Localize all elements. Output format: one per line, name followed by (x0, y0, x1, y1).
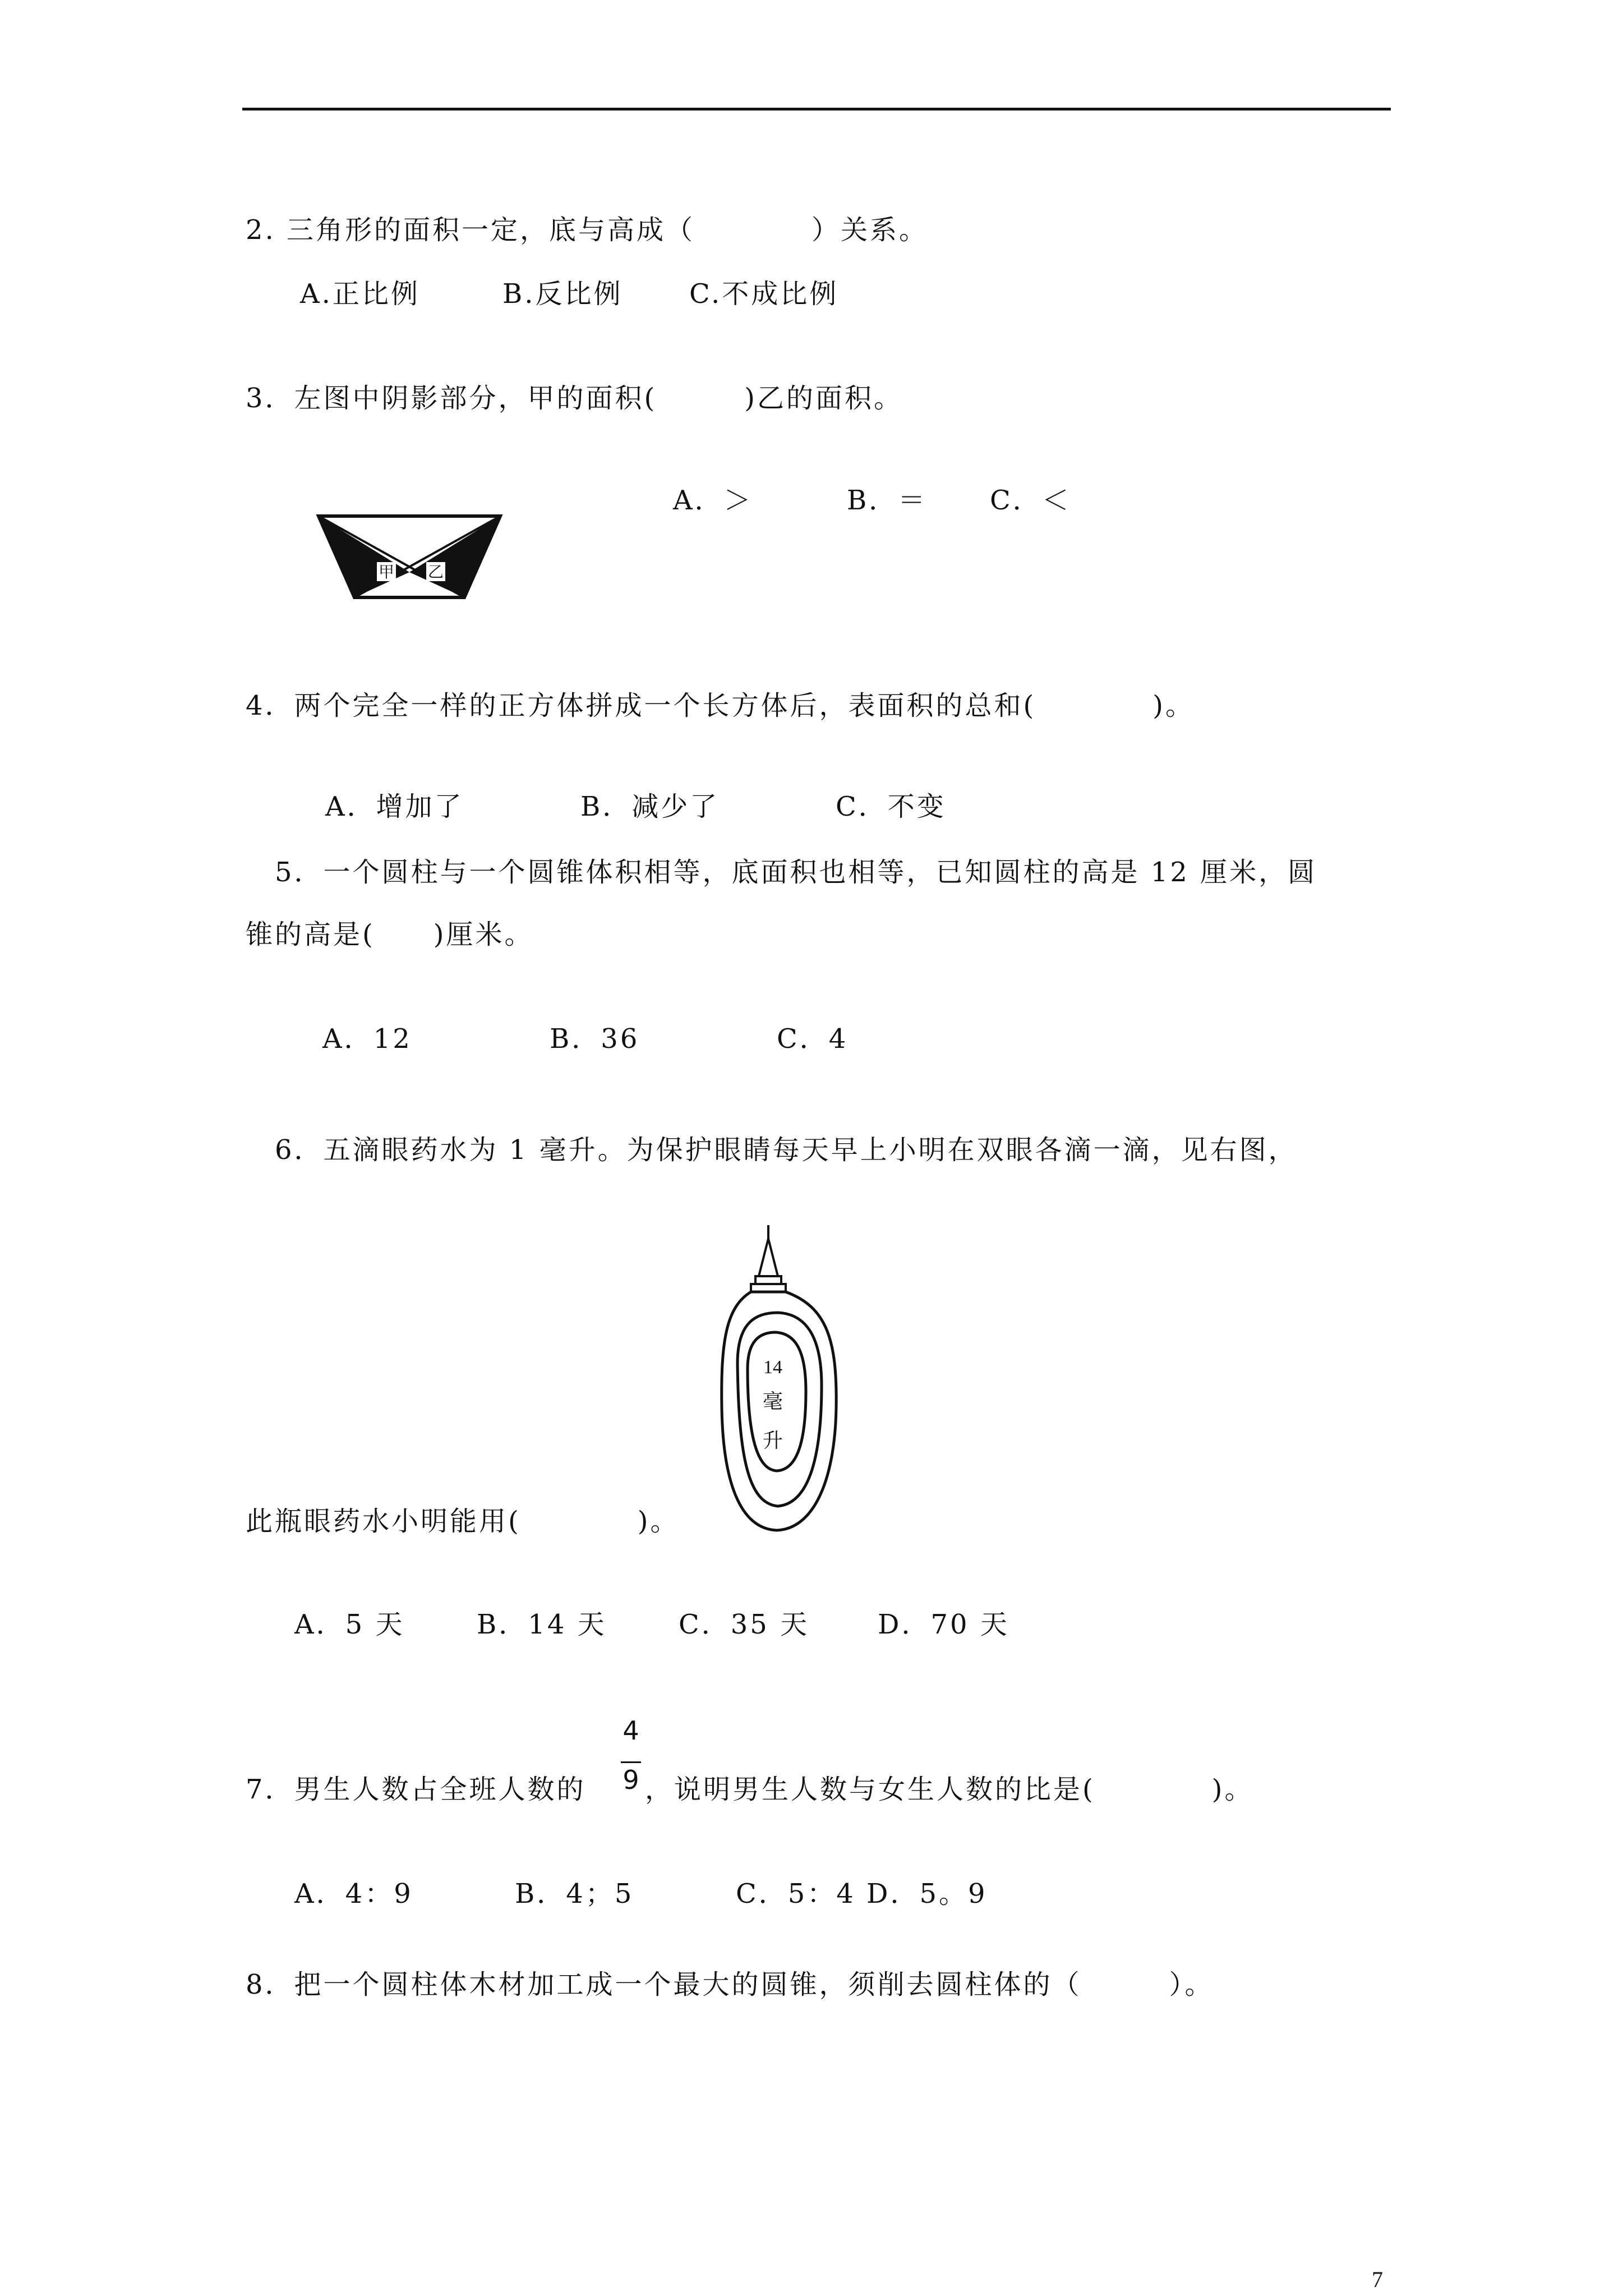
eye-drop-bottle-figure (715, 1223, 844, 1537)
q5-stem-line2: 锥的高是( )厘米。 (246, 919, 534, 950)
q7-fraction-numerator: 4 (623, 1715, 639, 1746)
label-yi: 乙 (427, 563, 444, 581)
q7-fraction-denominator: 9 (623, 1765, 639, 1795)
shaded-trapezoid-figure (314, 510, 505, 606)
header-rule (242, 108, 1391, 111)
q7-option-c: C．5：4 (736, 1878, 856, 1910)
q7-option-d: D．5。9 (866, 1878, 988, 1910)
bottle-label-number: 14 (763, 1357, 782, 1378)
q7-fraction-bar (621, 1761, 641, 1763)
q7-stem-before: 7．男生人数占全班人数的 (246, 1774, 586, 1805)
q6-stem-line1: 6．五滴眼药水为 1 毫升。为保护眼睛每天早上小明在双眼各滴一滴，见右图， (275, 1134, 1298, 1166)
q3-option-a: A．＞ (673, 485, 753, 516)
q6-option-d: D．70 天 (878, 1609, 1009, 1640)
q6-option-a: A．5 天 (294, 1609, 405, 1640)
q4-option-a: A．增加了 (325, 791, 464, 822)
q2-option-c: C.不成比例 (689, 278, 839, 310)
q2-option-a: A.正比例 (300, 278, 420, 310)
q2-stem: 2. 三角形的面积一定，底与高成（ ）关系。 (246, 214, 929, 246)
q3-stem: 3．左图中阴影部分，甲的面积( )乙的面积。 (246, 383, 903, 414)
q6-option-c: C．35 天 (679, 1609, 810, 1640)
q6-stem-line2: 此瓶眼药水小明能用( )。 (246, 1506, 680, 1537)
q3-option-c: C．＜ (990, 485, 1071, 516)
q5-option-a: A．12 (322, 1023, 412, 1055)
q4-stem: 4．两个完全一样的正方体拼成一个长方体后，表面积的总和( )。 (246, 690, 1195, 721)
q3-option-b: B．＝ (847, 485, 928, 516)
q2-option-b: B.反比例 (502, 278, 623, 310)
bottle-label-unit-1: 毫 (762, 1390, 783, 1413)
q6-option-b: B．14 天 (477, 1609, 607, 1640)
q4-option-b: B．减少了 (580, 791, 720, 822)
q4-option-c: C．不变 (836, 791, 946, 822)
q5-stem-line1: 5．一个圆柱与一个圆锥体积相等，底面积也相等，已知圆柱的高是 12 厘米，圆 (275, 857, 1317, 888)
q7-option-a: A．4：9 (294, 1878, 413, 1910)
q5-option-c: C．4 (777, 1023, 849, 1055)
bottle-label-unit-2: 升 (762, 1429, 783, 1452)
q7-stem-after: ，说明男生人数与女生人数的比是( )。 (645, 1774, 1254, 1805)
q7-option-b: B．4；5 (515, 1878, 634, 1910)
page-number: 7 (1372, 2267, 1383, 2292)
q8-stem: 8．把一个圆柱体木材加工成一个最大的圆锥，须削去圆柱体的（ ）。 (246, 1969, 1214, 2000)
q5-option-b: B．36 (550, 1023, 640, 1055)
label-jia: 甲 (378, 563, 395, 581)
